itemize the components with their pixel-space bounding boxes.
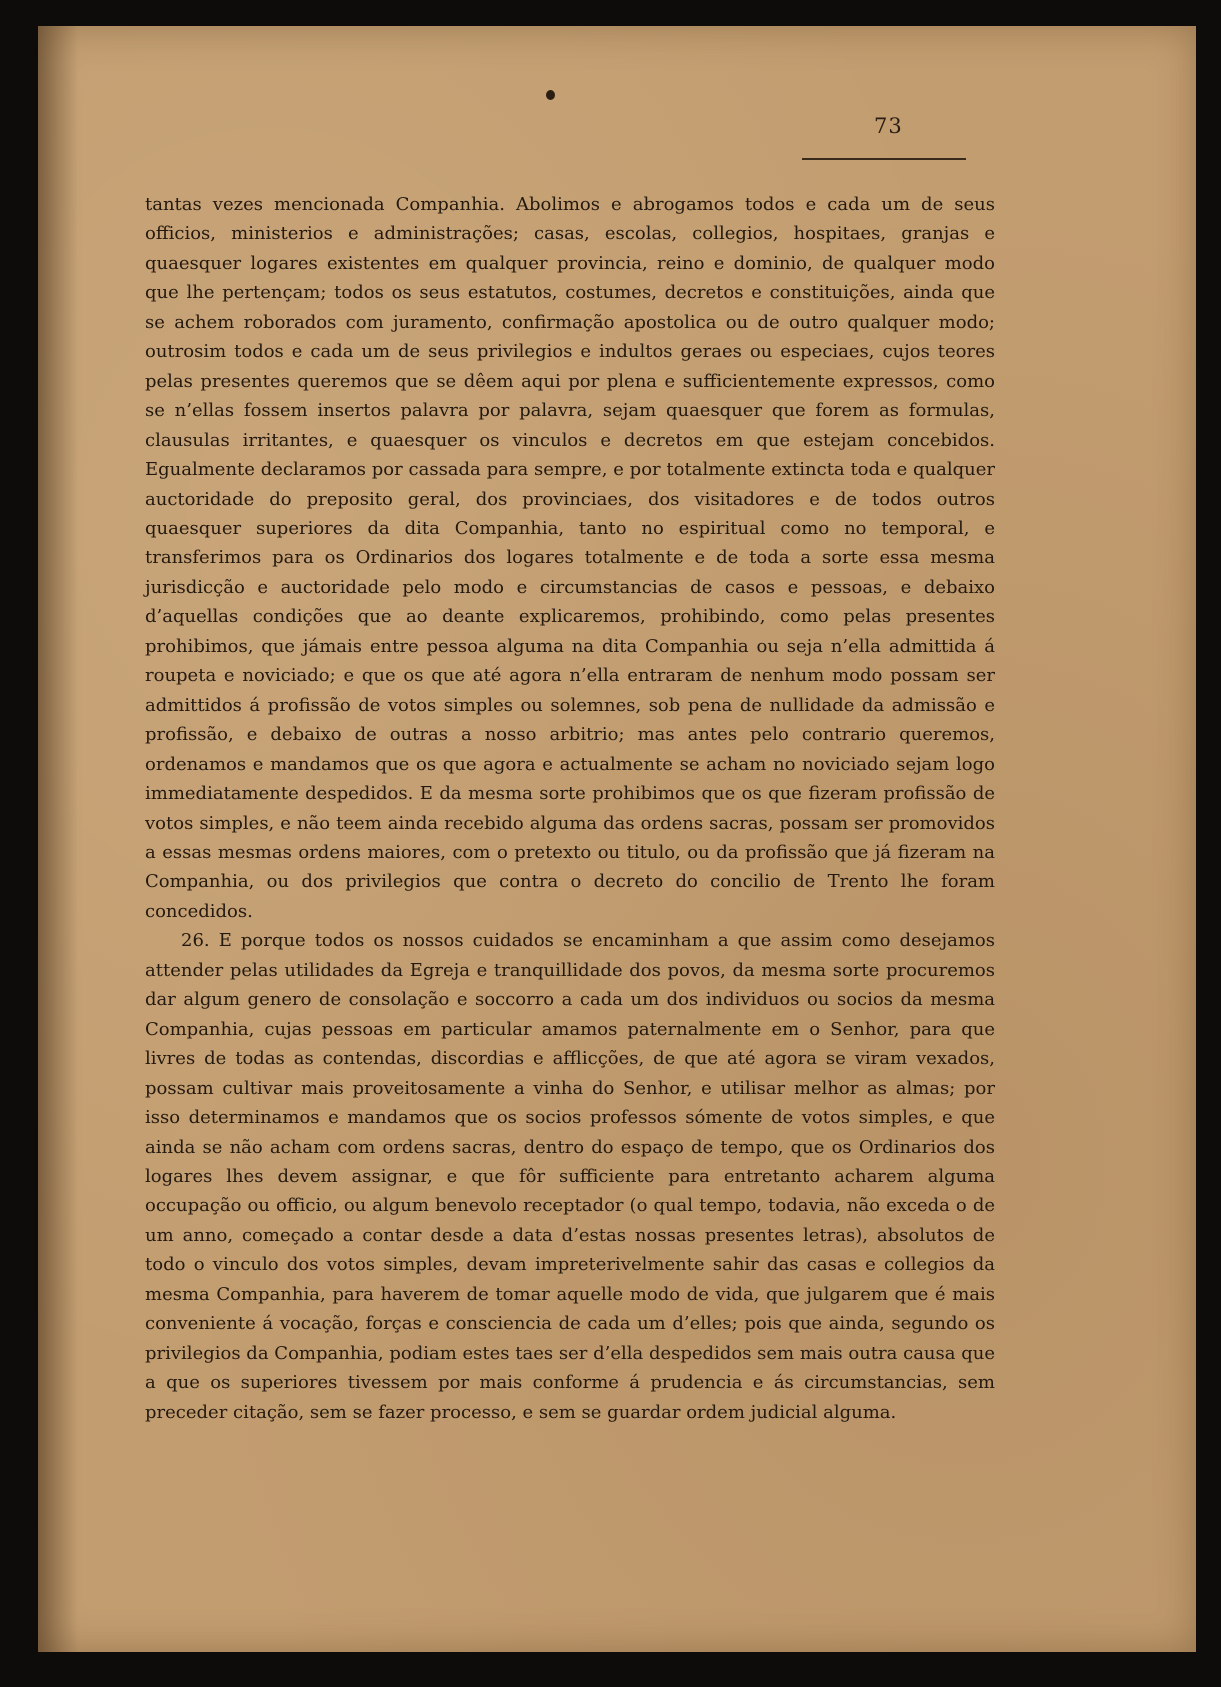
binding-gutter-shadow [38, 26, 78, 1652]
header-rule [802, 158, 966, 160]
paragraph: 26. E porque todos os nossos cuidados se encaminham a que assim como desejamos attender pelas utilidades da Egreja e tranquillidade dos povos, da mesma sorte procuremos dar algum genero de consolação e soccorro a cada um dos individuos ou socios da mesma Companhia, cujas pessoas em particular amamos paternalmente em o Senhor, para que livres de todas as contendas, discordias e afflicções, de que até agora se viram vexados, possam cultivar mais proveitosamente a vinha do Senhor, e utilisar melhor as almas; por isso determinamos e mandamos que os socios professos sómente de votos simples, e que ainda se não acham com ordens sacras, dentro do espaço de tempo, que os Ordinarios dos logares lhes devem assignar, e que fôr sufficiente para entretanto acharem alguma occupação ou officio, ou algum benevolo receptador (o qual tempo, todavia, não exceda o de um anno, começado a contar desde a data d’estas nossas presentes letras), absolutos de todo o vinculo dos votos simples, devam impreterivelmente sahir das casas e collegios da mesma Companhia, para haverem de tomar aquelle modo de vida, que julgarem que é mais conveniente á vocação, forças e consciencia de cada um d’elles; pois que ainda, segundo os privilegios da Companhia, podiam estes taes ser d’ella despedidos sem mais outra causa que a que os superiores tivessem por mais conforme á prudencia e ás circumstancias, sem preceder citação, sem se fazer processo, e sem se guardar ordem judicial alguma. [145, 930, 995, 1423]
book-page [38, 26, 1196, 1652]
page-number: 73 [874, 114, 903, 138]
paragraph: tantas vezes mencionada Companhia. Abolimos e abrogamos todos e cada um de seus officios, ministerios e administrações; casas, escolas, collegios, hospitaes, granjas e quaesquer logares existentes em qualquer provincia, reino e dominio, de qualquer modo que lhe pertençam; todos os seus estatutos, costumes, decretos e constituições, ainda que se achem roborados com juramento, confirmação apostolica ou de outro qualquer modo; outrosim todos e cada um de seus privilegios e indultos geraes ou especiaes, cujos teores pelas presentes queremos que se dêem aqui por plena e sufficientemente expressos, como se n’ellas fossem insertos palavra por palavra, sejam quaesquer que forem as formulas, clausulas irritantes, e quaesquer os vinculos e decretos em que estejam concebidos. Egualmente declaramos por cassada para sempre, e por totalmente extincta toda e qualquer auctoridade do preposito geral, dos provinciaes, dos visitadores e de todos outros quaesquer superiores da dita Companhia, tanto no espiritual como no temporal, e transferimos para os Ordinarios dos logares totalmente e de toda a sorte essa mesma jurisdicção e auctoridade pelo modo e circumstancias de casos e pessoas, e debaixo d’aquellas condições que ao deante explicaremos, prohibindo, como pelas presentes prohibimos, que jámais entre pessoa alguma na dita Companhia ou seja n’ella admittida á roupeta e noviciado; e que os que até agora n’ella entraram de nenhum modo possam ser admittidos á profissão de votos simples ou solemnes, sob pena de nullidade da admissão e profissão, e debaixo de outras a nosso arbitrio; mas antes pelo contrario queremos, ordenamos e mandamos que os que agora e actualmente se acham no noviciado sejam logo immediatamente despedidos. E da mesma sorte prohibimos que os que fizeram profissão de votos simples, e não teem ainda recebido alguma das ordens sacras, possam ser promovidos a essas mesmas ordens maiores, com o pretexto ou titulo, ou da profissão que já fizeram na Companhia, ou dos privilegios que contra o decreto do concilio de Trento lhe foram concedidos. [145, 194, 995, 922]
body-text [145, 190, 995, 1540]
ink-mark [546, 90, 555, 100]
